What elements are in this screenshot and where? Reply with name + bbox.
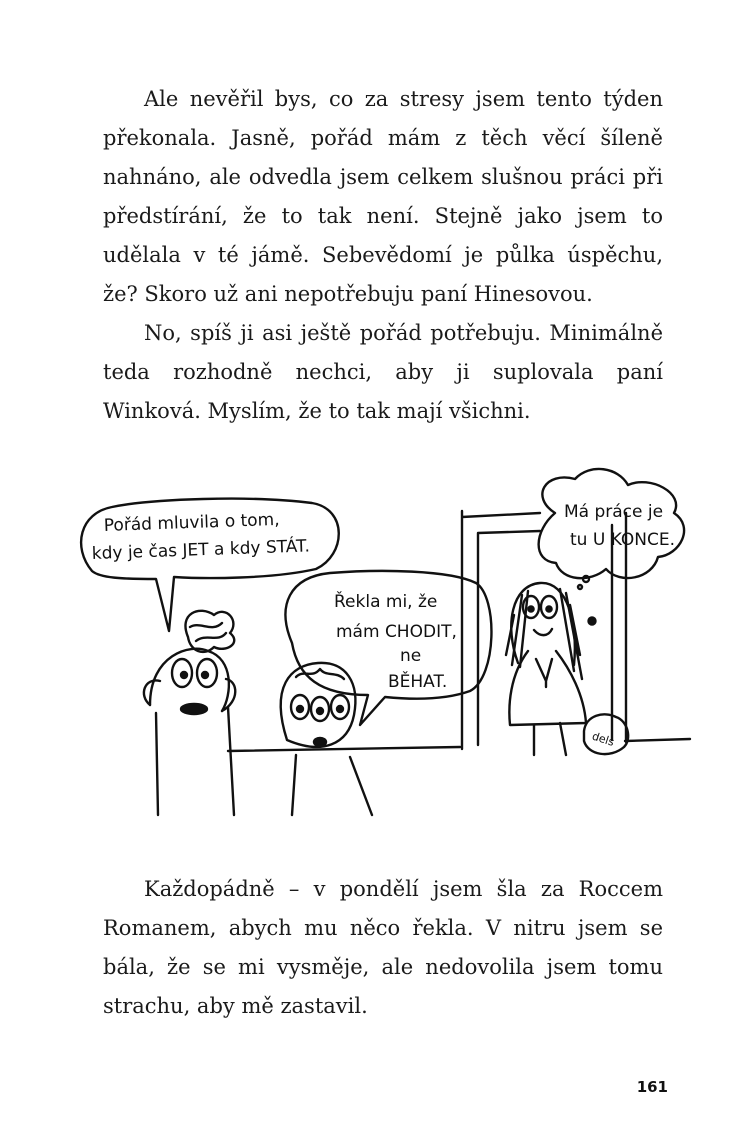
box-label: dels xyxy=(590,729,616,749)
bubble-left-line-2: kdy je čas JET a kdy STÁT. xyxy=(91,536,311,564)
comic-illustration xyxy=(0,455,739,845)
bubble-middle-line-3: ne xyxy=(400,646,422,666)
paragraph-2: No, spíš ji asi ještě pořád potřebuju. Minimálně teda rozhodně nechci, aby ji suplovala paní Winková. Myslím, že to tak mají všichni. xyxy=(103,321,663,423)
bubble-middle-line-4: BĚHAT. xyxy=(388,672,448,692)
paragraph-1: Ale nevěřil bys, co za stresy jsem tento týden překonala. Jasně, pořád mám z těch věcí šíleně nahnáno, ale odvedla jsem celkem slušnou práci při předstírání, že to tak není. Stejně jako jsem to udělala v té jámě. Sebevědomí je půlka úspěchu, že? Skoro už ani nepotřebuju paní Hinesovou. xyxy=(103,87,663,306)
thought-dot-2 xyxy=(578,585,582,589)
character-right xyxy=(506,583,586,755)
bubble-left-line-1: Pořád mluvila o tom, xyxy=(103,509,280,536)
thought-right-line-2: tu U KONCE. xyxy=(570,530,676,550)
bubble-middle-line-1: Řekla mi, že xyxy=(334,592,438,612)
page-number: 161 xyxy=(636,1078,668,1096)
door-knob xyxy=(589,618,596,625)
character-left xyxy=(144,611,235,815)
paragraph-3: Každopádně – v pondělí jsem šla za Roccem Romanem, abych mu něco řekla. V nitru jsem se bála, že se mi vysměje, ale nedovolila jsem tomu strachu, aby mě zastavil. xyxy=(103,877,663,1018)
character-middle xyxy=(281,663,372,815)
thought-right-line-1: Má práce je xyxy=(564,502,664,522)
bubble-middle-line-2: mám CHODIT, xyxy=(336,622,457,642)
